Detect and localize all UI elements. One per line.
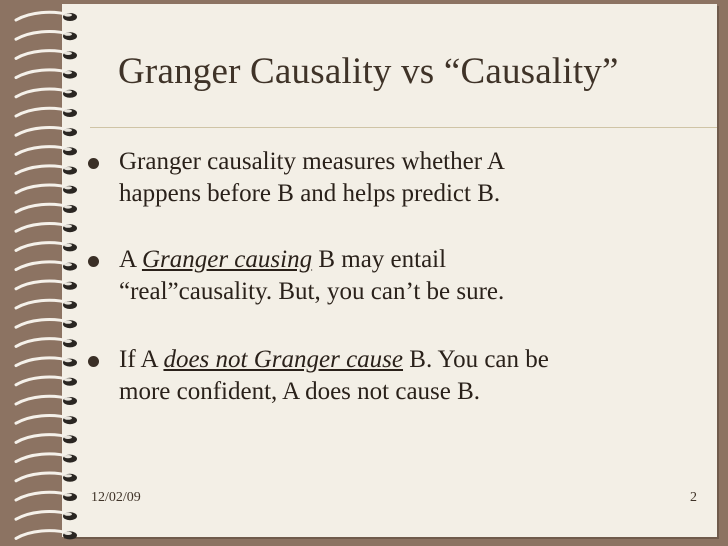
bullet-text: B. You can be: [403, 346, 549, 373]
bullet-line: more confident, A does not cause B.: [119, 378, 481, 405]
page-number: 2: [690, 490, 697, 505]
footer-date: 12/02/09: [91, 490, 141, 505]
bullet-line: happens before B and helps predict B.: [119, 180, 501, 207]
bullet-item: [86, 244, 711, 308]
bullet-list: [86, 146, 711, 442]
bullet-dot-icon: [88, 256, 99, 267]
spiral-binding-icon: [0, 0, 90, 546]
bullet-line: Granger causality measures whether A: [119, 148, 505, 175]
bullet-dot-icon: [88, 158, 99, 169]
bullet-text: B may entail: [312, 246, 447, 273]
bullet-emphasis: Granger causing: [141, 246, 313, 273]
bullet-text: If A: [119, 346, 164, 373]
slide-title: Granger Causality vs “Causality”: [118, 51, 619, 92]
bullet-line: “real”causality. But, you can’t be sure.: [119, 278, 505, 305]
bullet-text: A: [119, 246, 142, 273]
title-divider: [90, 127, 717, 128]
bullet-emphasis: does not Granger cause: [163, 346, 404, 373]
bullet-dot-icon: [88, 356, 99, 367]
bullet-item: [86, 344, 711, 408]
bullet-item: [86, 146, 711, 210]
